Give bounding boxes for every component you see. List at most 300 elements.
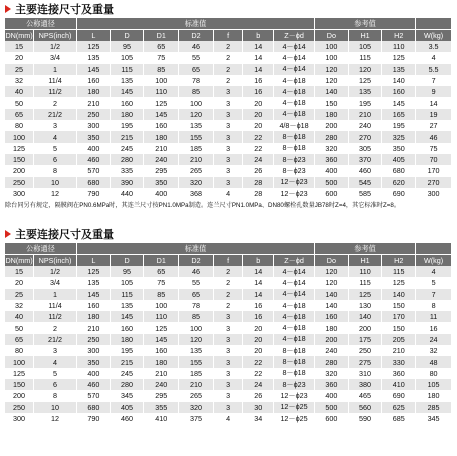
column-header: D [110,30,144,42]
table-cell: 335 [110,165,144,176]
table-cell: 14 [243,64,274,75]
table-row [5,379,452,390]
column-header: b [243,255,274,267]
table-row [5,311,452,322]
table-cell: 685 [382,413,416,424]
group-header-reference: 参考值 [315,243,416,255]
column-header: NPS(inch) [34,255,77,267]
table-cell: 2 [213,64,243,75]
table-cell: 2 [213,289,243,300]
table-cell: 280 [110,154,144,165]
table-cell: 270 [416,177,452,188]
table-row [5,289,452,300]
table-cell: 500 [315,177,349,188]
table-cell: 305 [348,143,382,154]
table-cell: 185 [179,143,214,154]
table-cell: 350 [77,131,111,142]
table-cell: 100 [179,322,214,333]
table-cell: 1/2 [34,41,77,52]
column-header: H1 [348,30,382,42]
column-header: b [243,30,274,42]
table-cell: 200 [348,322,382,333]
table-cell: 75 [144,277,179,288]
table-cell: 80 [416,368,452,379]
table-cell: 95 [110,41,144,52]
table-cell: 350 [382,143,416,154]
table-cell: 7 [416,289,452,300]
section-title-text: 主要连接尺寸及重量 [15,229,114,241]
table-cell: 125 [382,277,416,288]
table-cell: 585 [348,188,382,199]
table-cell: 120 [315,64,349,75]
table-cell: 78 [179,300,214,311]
table-cell: 160 [110,97,144,108]
table-cell: 245 [110,368,144,379]
column-header: Do [315,30,349,42]
table-cell: 465 [348,390,382,401]
table-cell: 11/4 [34,75,77,86]
column-header: Z－ϕd [274,30,315,42]
table-cell: 16 [243,300,274,311]
table-cell: 3 [34,345,77,356]
table-cell: 460 [110,413,144,424]
table-cell: 19 [416,109,452,120]
table-cell: 160 [77,75,111,86]
table-cell: 4－ϕ14 [274,52,315,63]
table-cell: 125 [382,52,416,63]
table-row [5,345,452,356]
table-cell: 14 [243,277,274,288]
table-cell: 280 [315,356,349,367]
table-cell: 100 [144,75,179,86]
table-cell: 405 [382,154,416,165]
table-cell: 3 [213,143,243,154]
table-cell: 10 [34,177,77,188]
table-cell: 11/2 [34,311,77,322]
table-cell: 65 [5,109,34,120]
table-cell: 120 [348,64,382,75]
table-cell: 210 [179,379,214,390]
table-cell: 240 [315,345,349,356]
table-cell: 375 [179,413,214,424]
table-cell: 75 [416,143,452,154]
table-cell: 160 [144,120,179,131]
table-row [5,109,452,120]
table-cell: 600 [315,188,349,199]
table-cell: 120 [315,277,349,288]
table-cell: 345 [110,390,144,401]
table-cell: 180 [77,86,111,97]
table-cell: 46 [416,131,452,142]
table-cell: 145 [77,289,111,300]
table-cell: 350 [77,356,111,367]
table-cell: 170 [416,165,452,176]
table-cell: 78 [179,75,214,86]
table-cell: 3 [213,120,243,131]
table-cell: 24 [243,379,274,390]
table-cell: 400 [77,143,111,154]
table-cell: 4 [34,131,77,142]
table-cell: 4－ϕ18 [274,311,315,322]
table-cell: 105 [416,379,452,390]
table-cell: 105 [110,277,144,288]
table-cell: 205 [382,334,416,345]
table-cell: 195 [110,345,144,356]
table-cell: 20 [243,97,274,108]
table-cell: 12－ϕ25 [274,402,315,413]
table-cell: 16 [416,322,452,333]
triangle-bullet-icon [5,5,11,13]
table-cell: 545 [348,177,382,188]
table-cell: 85 [144,64,179,75]
table-cell: 295 [144,390,179,401]
table-cell: 570 [77,390,111,401]
column-header: L [77,30,111,42]
table-cell: 95 [110,266,144,277]
column-header: W(kg) [416,255,452,267]
triangle-bullet-icon [5,230,11,238]
table-cell: 40 [5,311,34,322]
table-cell: 125 [348,75,382,86]
table-cell: 20 [5,277,34,288]
table-cell: 210 [382,345,416,356]
table-cell: 27 [416,120,452,131]
table-cell: 3/4 [34,52,77,63]
table-cell: 25 [5,289,34,300]
table-cell: 22 [243,368,274,379]
table-cell: 8－ϕ18 [274,368,315,379]
table-cell: 135 [348,86,382,97]
table-cell: 3 [213,356,243,367]
table-cell: 330 [382,356,416,367]
table-cell: 100 [144,300,179,311]
table-cell: 14 [243,52,274,63]
column-header: f [213,30,243,42]
table-cell: 135 [179,345,214,356]
table-cell: 8－ϕ18 [274,131,315,142]
table-cell: 115 [382,266,416,277]
table-cell: 325 [382,131,416,142]
table-cell: 12 [34,413,77,424]
group-header-nominal: 公称通径 [5,18,77,30]
table-section-1 [5,0,452,210]
table-cell: 4－ϕ14 [274,64,315,75]
table-cell: 15 [5,41,34,52]
table-note: 除台同另有规定，隔膜阀在PN0.6MPa时，其连兰尺寸按PN1.0MPa制造。连兰尺寸PN1.0MPa、DN80螺栓孔数量JB78时Z=4，其它标准时Z=8。 [5,202,401,210]
group-header-standard: 标准值 [77,18,315,30]
table-cell: 110 [382,41,416,52]
table-cell: 8－ϕ23 [274,154,315,165]
table-cell: 350 [144,177,179,188]
table-row [5,334,452,345]
table-cell: 46 [179,41,214,52]
table-cell: 145 [382,97,416,108]
table-row [5,368,452,379]
table-row [5,131,452,142]
table-cell: 300 [77,345,111,356]
table-cell: 135 [179,120,214,131]
table-cell: 14 [243,41,274,52]
table-cell: 110 [144,86,179,97]
group-header-empty [416,243,452,255]
column-header: DN(mm) [5,31,33,40]
table-cell: 500 [315,402,349,413]
table-cell: 12 [34,188,77,199]
table-cell: 16 [243,75,274,86]
table-cell: 790 [77,188,111,199]
table-cell: 115 [110,289,144,300]
table-cell: 100 [315,52,349,63]
table-cell: 65 [179,64,214,75]
table-cell: 80 [5,345,34,356]
table-cell: 130 [348,300,382,311]
table-cell: 28 [243,177,274,188]
table-cell: 50 [5,97,34,108]
group-header-nominal: 公称通径 [5,243,77,255]
table-cell: 20 [243,334,274,345]
table-row [5,277,452,288]
column-header: f [213,255,243,267]
table-cell: 215 [110,131,144,142]
table-cell: 180 [110,334,144,345]
table-cell: 355 [144,402,179,413]
table-cell: 28 [243,188,274,199]
table-cell: 180 [315,322,349,333]
table-cell: 3 [213,390,243,401]
table-cell: 3 [213,345,243,356]
table-cell: 8－ϕ23 [274,379,315,390]
table-row [5,165,452,176]
column-header: D [110,255,144,267]
table-cell: 135 [110,75,144,86]
table-cell: 460 [77,154,111,165]
table-cell: 185 [179,368,214,379]
table-cell: 55 [179,52,214,63]
column-header: H2 [382,255,416,267]
table-cell: 65 [5,334,34,345]
table-cell: 8－ϕ23 [274,165,315,176]
table-cell: 4－ϕ18 [274,322,315,333]
table-row [5,402,452,413]
column-header: D2 [179,255,214,267]
table-cell: 14 [243,289,274,300]
table-cell: 150 [315,97,349,108]
table-cell: 10 [34,402,77,413]
table-row [5,266,452,277]
table-cell: 5 [416,277,452,288]
table-cell: 150 [5,379,34,390]
table-cell: 195 [348,97,382,108]
table-cell: 11/4 [34,300,77,311]
table-cell: 210 [179,154,214,165]
table-cell: 3 [213,311,243,322]
table-cell: 3 [213,334,243,345]
table-cell: 6 [34,379,77,390]
table-cell: 50 [5,322,34,333]
table-cell: 3 [213,131,243,142]
table-cell: 115 [348,277,382,288]
table-cell: 85 [179,311,214,322]
table-cell: 5 [34,368,77,379]
table-cell: 5 [34,143,77,154]
table-cell: 280 [110,379,144,390]
table-cell: 265 [179,165,214,176]
section-title [5,225,452,243]
column-header: W(kg) [416,30,452,42]
table-cell: 3 [213,86,243,97]
table-row [5,356,452,367]
table-cell: 210 [348,109,382,120]
table-cell: 65 [144,41,179,52]
table-cell: 125 [5,143,34,154]
table-cell: 125 [348,289,382,300]
table-cell: 16 [243,311,274,322]
table-cell: 360 [315,154,349,165]
table-cell: 55 [179,277,214,288]
table-cell: 12－ϕ23 [274,188,315,199]
table-cell: 20 [5,52,34,63]
table-cell: 250 [5,177,34,188]
table-cell: 8 [34,390,77,401]
table-cell: 690 [382,390,416,401]
table-cell: 65 [144,266,179,277]
table-cell: 195 [382,120,416,131]
table-cell: 140 [382,289,416,300]
table-cell: 80 [5,120,34,131]
table-cell: 8 [34,165,77,176]
table-cell: 300 [77,120,111,131]
table-cell: 690 [382,188,416,199]
table-cell: 560 [348,402,382,413]
table-cell: 160 [315,311,349,322]
table-cell: 370 [348,154,382,165]
table-cell: 145 [144,109,179,120]
table-cell: 2 [213,52,243,63]
table-cell: 590 [348,413,382,424]
table-cell: 125 [144,322,179,333]
table-cell: 3 [213,109,243,120]
column-header: D1 [144,255,179,267]
table-cell: 180 [77,311,111,322]
table-cell: 240 [348,120,382,131]
table-cell: 135 [110,300,144,311]
table-cell: 32 [416,345,452,356]
table-cell: 4－ϕ18 [274,109,315,120]
table-cell: 1/2 [34,266,77,277]
table-cell: 300 [5,188,34,199]
table-cell: 180 [144,356,179,367]
table-cell: 46 [179,266,214,277]
table-cell: 210 [77,322,111,333]
table-cell: 5.5 [416,64,452,75]
table-cell: 620 [382,177,416,188]
table-cell: 21/2 [34,334,77,345]
table-cell: 345 [416,413,452,424]
table-cell: 2 [213,41,243,52]
table-row [5,188,452,199]
table-cell: 70 [416,154,452,165]
table-cell: 4 [416,266,452,277]
table-cell: 6 [34,154,77,165]
table-cell: 440 [110,188,144,199]
table-cell: 34 [243,413,274,424]
table-cell: 140 [348,311,382,322]
table-cell: 115 [110,64,144,75]
table-cell: 160 [382,86,416,97]
table-row [5,322,452,333]
table-cell: 85 [179,86,214,97]
table-cell: 2 [213,266,243,277]
table-cell: 150 [5,154,34,165]
section-title-text: 主要连接尺寸及重量 [15,4,114,16]
table-cell: 145 [110,86,144,97]
table-cell: 4－ϕ14 [274,41,315,52]
table-cell: 150 [382,300,416,311]
table-cell: 4－ϕ18 [274,300,315,311]
table-row [5,390,452,401]
table-cell: 195 [110,120,144,131]
table-cell: 460 [348,165,382,176]
table-cell: 100 [179,97,214,108]
table-cell: 200 [5,165,34,176]
table-row [5,97,452,108]
table-cell: 285 [416,402,452,413]
table-row [5,154,452,165]
table-cell: 3 [213,177,243,188]
table-cell: 140 [315,300,349,311]
table-cell: 245 [110,143,144,154]
table-cell: 21/2 [34,109,77,120]
table-cell: 3 [213,402,243,413]
table-cell: 120 [179,334,214,345]
table-cell: 180 [110,109,144,120]
table-cell: 22 [243,356,274,367]
table-cell: 200 [315,334,349,345]
table-cell: 105 [110,52,144,63]
table-cell: 570 [77,165,111,176]
table-cell: 20 [243,109,274,120]
table-cell: 275 [348,356,382,367]
table-cell: 8－ϕ18 [274,356,315,367]
table-cell: 250 [348,345,382,356]
table-cell: 680 [77,402,111,413]
table-cell: 140 [315,289,349,300]
table-cell: 4－ϕ14 [274,266,315,277]
table-cell: 410 [144,413,179,424]
table-cell: 180 [144,131,179,142]
table-cell: 250 [5,402,34,413]
table-row [5,52,452,63]
table-cell: 410 [382,379,416,390]
table-cell: 270 [348,131,382,142]
table-cell: 145 [110,311,144,322]
table-cell: 3 [213,165,243,176]
table-cell: 360 [315,379,349,390]
dimension-table [5,18,452,199]
table-cell: 32 [5,75,34,86]
table-cell: 40 [5,86,34,97]
table-cell: 32 [5,300,34,311]
table-cell: 180 [315,109,349,120]
column-header: H1 [348,255,382,267]
table-cell: 200 [315,120,349,131]
table-cell: 100 [5,131,34,142]
table-cell: 8－ϕ18 [274,143,315,154]
table-cell: 4 [213,413,243,424]
table-cell: 4－ϕ18 [274,75,315,86]
table-cell: 3/4 [34,277,77,288]
table-row [5,177,452,188]
